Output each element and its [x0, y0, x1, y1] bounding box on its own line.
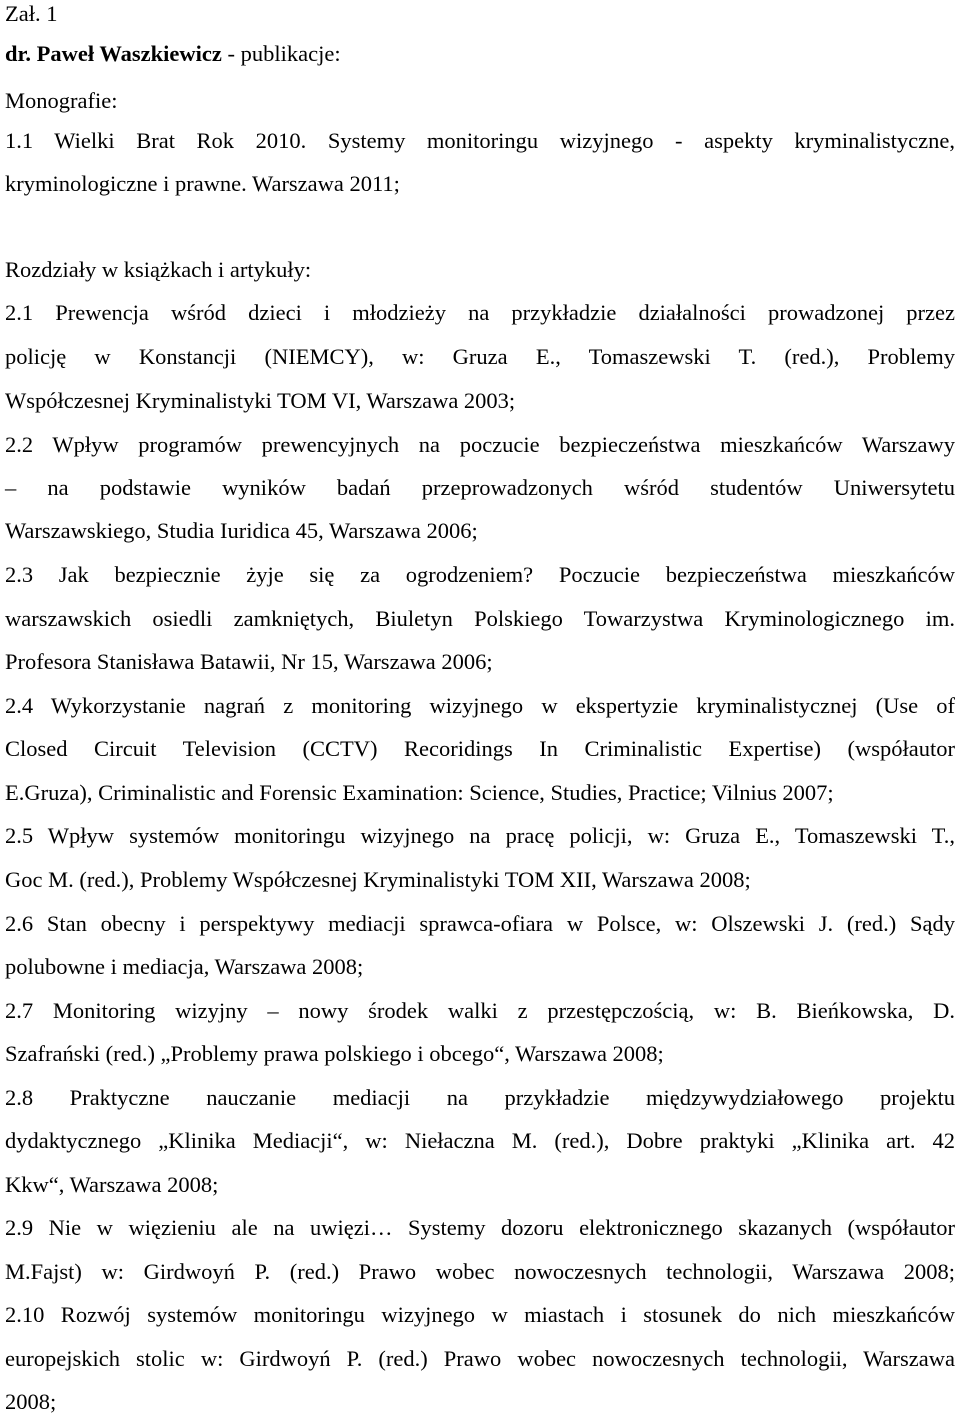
entry-line: 2.1 Prewencja wśród dzieci i młodzieży na przykładzie działalności prowadzonej przez [5, 300, 955, 325]
entry-line: Goc M. (red.), Problemy Współczesnej Kryminalistyki TOM XII, Warszawa 2008; [5, 867, 751, 892]
entry-line: 2.10 Rozwój systemów monitoringu wizyjnego w miastach i stosunek do nich mieszkańców [5, 1302, 955, 1327]
entry-line: warszawskich osiedli zamkniętych, Biuletyn Polskiego Towarzystwa Kryminologicznego im. [5, 606, 955, 631]
entry-line: Warszawskiego, Studia Iuridica 45, Warszawa 2006; [5, 518, 478, 543]
entry-line: europejskich stolic w: Girdwoyń P. (red.) Prawo wobec nowoczesnych technologii, Warszawa [5, 1346, 955, 1371]
annex-label: Zał. 1 [5, 1, 58, 26]
monographs-heading: Monografie: [5, 88, 118, 113]
entry-line: 2.5 Wpływ systemów monitoringu wizyjnego na pracę policji, w: Gruza E., Tomaszewski T., [5, 823, 955, 848]
entry-line: 2.3 Jak bezpiecznie żyje się za ogrodzeniem? Poczucie bezpieczeństwa mieszkańców [5, 562, 955, 587]
entry-line: 2.6 Stan obecny i perspektywy mediacji sprawca-ofiara w Polsce, w: Olszewski J. (red.) Sądy [5, 911, 955, 936]
entry-line: 2.9 Nie w więzieniu ale na uwięzi… Systemy dozoru elektronicznego skazanych (współautor [5, 1215, 955, 1240]
entry-line: kryminologiczne i prawne. Warszawa 2011; [5, 171, 400, 196]
entry-line: dydaktycznego „Klinika Mediacji“, w: Niełaczna M. (red.), Dobre praktyki „Klinika art. 42 [5, 1128, 955, 1153]
entry-line: 2008; [5, 1389, 57, 1414]
entry-line: Closed Circuit Television (CCTV) Recoridings In Criminalistic Expertise) (współautor [5, 736, 955, 761]
chapters-heading: Rozdziały w książkach i artykuły: [5, 257, 312, 282]
entry-line: 1.1 Wielki Brat Rok 2010. Systemy monitoringu wizyjnego - aspekty kryminalistyczne, [5, 128, 955, 153]
entry-line: M.Fajst) w: Girdwoyń P. (red.) Prawo wobec nowoczesnych technologii, Warszawa 2008; [5, 1259, 955, 1284]
entry-line: Profesora Stanisława Batawii, Nr 15, Warszawa 2006; [5, 649, 493, 674]
author-name: dr. Paweł Waszkiewicz [5, 41, 222, 66]
entry-line: Współczesnej Kryminalistyki TOM VI, Warszawa 2003; [5, 388, 516, 413]
author-suffix: - publikacje: [221, 41, 341, 66]
entry-line: policję w Konstancji (NIEMCY), w: Gruza E., Tomaszewski T. (red.), Problemy [5, 344, 955, 369]
entry-line: polubowne i mediacja, Warszawa 2008; [5, 954, 364, 979]
entry-line: 2.8 Praktyczne nauczanie mediacji na przykładzie międzywydziałowego projektu [5, 1085, 955, 1110]
entry-line: Kkw“, Warszawa 2008; [5, 1172, 219, 1197]
entry-line: E.Gruza), Criminalistic and Forensic Examination: Science, Studies, Practice; Vilnius 2007; [5, 780, 834, 805]
entry-line: 2.7 Monitoring wizyjny – nowy środek walki z przestępczością, w: B. Bieńkowska, D. [5, 998, 955, 1023]
entry-line: 2.2 Wpływ programów prewencyjnych na poczucie bezpieczeństwa mieszkańców Warszawy [5, 432, 955, 457]
entry-line: 2.4 Wykorzystanie nagrań z monitoring wizyjnego w ekspertyzie kryminalistycznej (Use of [5, 693, 955, 718]
entry-line: Szafrański (red.) „Problemy prawa polskiego i obcego“, Warszawa 2008; [5, 1041, 664, 1066]
author-heading [5, 40, 955, 70]
entry-line: – na podstawie wyników badań przeprowadzonych wśród studentów Uniwersytetu [5, 475, 955, 500]
